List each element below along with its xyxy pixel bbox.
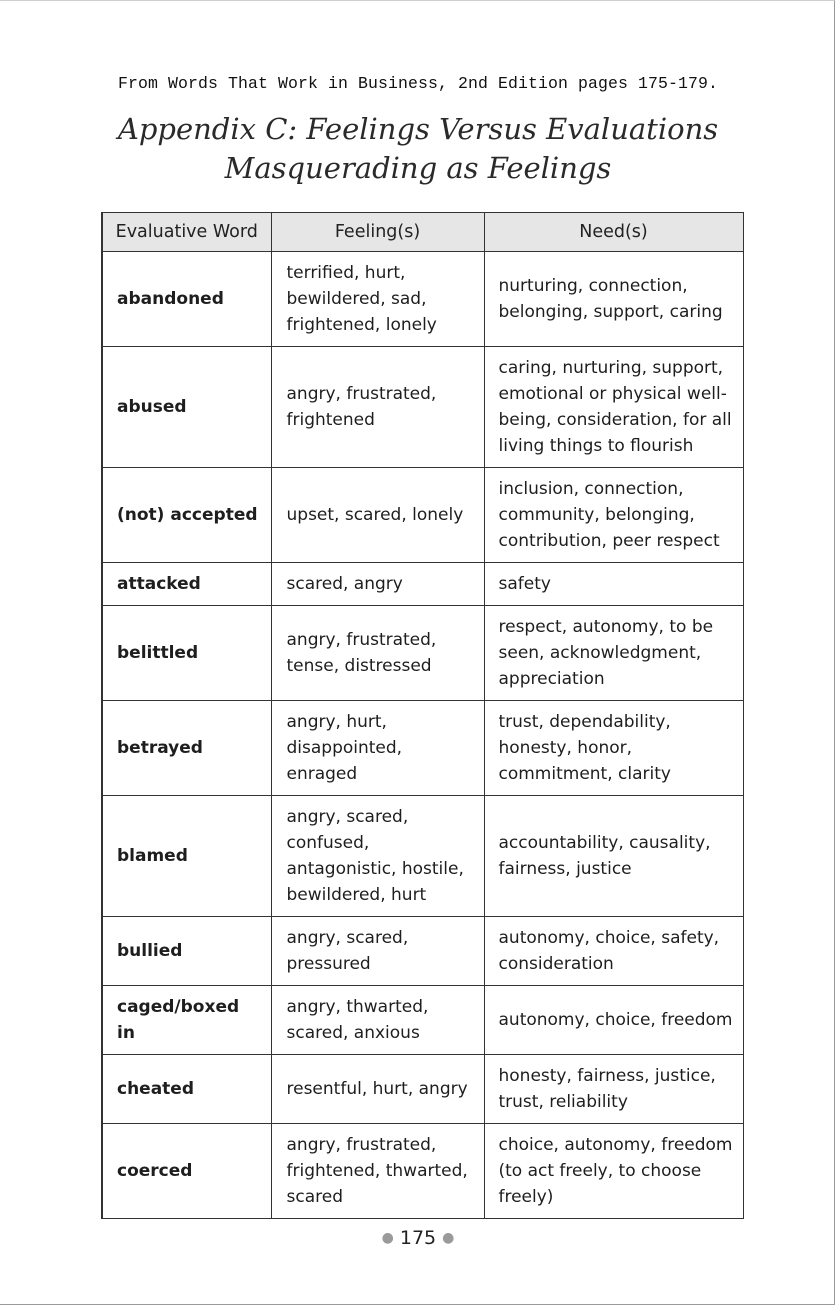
feelings-cell: angry, frustrated, frightened xyxy=(271,347,484,468)
feelings-cell: scared, angry xyxy=(271,563,484,606)
table-row xyxy=(102,796,743,917)
evaluative-word-cell: cheated xyxy=(102,1055,271,1124)
feelings-cell: angry, scared, confused, antagonistic, hostile, bewildered, hurt xyxy=(271,796,484,917)
page-number-text: 175 xyxy=(399,1227,437,1249)
source-citation: From Words That Work in Business, 2nd Edition pages 175-179. xyxy=(117,74,719,93)
needs-cell: accountability, causality, fairness, justice xyxy=(484,796,743,917)
needs-cell: honesty, fairness, justice, trust, reliability xyxy=(484,1055,743,1124)
table-row xyxy=(102,606,743,701)
table-row xyxy=(102,468,743,563)
evaluative-word-cell: (not) accepted xyxy=(102,468,271,563)
page-number xyxy=(0,1227,836,1249)
title-line-2: Masquerading as Feelings xyxy=(224,151,612,185)
header-feelings: Feeling(s) xyxy=(271,213,484,252)
feelings-cell: angry, hurt, disappointed, enraged xyxy=(271,701,484,796)
feelings-cell: angry, frustrated, tense, distressed xyxy=(271,606,484,701)
evaluative-word-cell: coerced xyxy=(102,1124,271,1219)
needs-cell: caring, nurturing, support, emotional or physical well-being, consideration, for all living things to flourish xyxy=(484,347,743,468)
table-row xyxy=(102,563,743,606)
needs-cell: respect, autonomy, to be seen, acknowledgment, appreciation xyxy=(484,606,743,701)
table-row xyxy=(102,917,743,986)
table-row xyxy=(102,701,743,796)
bullet-icon: ● xyxy=(442,1230,455,1246)
needs-cell: inclusion, connection, community, belonging, contribution, peer respect xyxy=(484,468,743,563)
evaluative-word-cell: betrayed xyxy=(102,701,271,796)
needs-cell: choice, autonomy, freedom (to act freely, to choose freely) xyxy=(484,1124,743,1219)
table-header-row xyxy=(102,213,743,252)
needs-cell: autonomy, choice, freedom xyxy=(484,986,743,1055)
feelings-cell: upset, scared, lonely xyxy=(271,468,484,563)
feelings-cell: terrified, hurt, bewildered, sad, frightened, lonely xyxy=(271,252,484,347)
header-needs: Need(s) xyxy=(484,213,743,252)
table-row xyxy=(102,252,743,347)
evaluative-word-cell: blamed xyxy=(102,796,271,917)
bullet-icon: ● xyxy=(381,1230,394,1246)
evaluative-word-cell: caged/boxed in xyxy=(102,986,271,1055)
feelings-table xyxy=(101,212,744,1219)
table-row xyxy=(102,1055,743,1124)
evaluative-word-cell: abused xyxy=(102,347,271,468)
evaluative-word-cell: attacked xyxy=(102,563,271,606)
page-title xyxy=(0,110,836,188)
feelings-cell: angry, scared, pressured xyxy=(271,917,484,986)
header-evaluative-word: Evaluative Word xyxy=(102,213,271,252)
table-row xyxy=(102,347,743,468)
needs-cell: nurturing, connection, belonging, support, caring xyxy=(484,252,743,347)
title-line-1: Appendix C: Feelings Versus Evaluations xyxy=(117,112,719,146)
evaluative-word-cell: abandoned xyxy=(102,252,271,347)
table-row xyxy=(102,986,743,1055)
needs-cell: autonomy, choice, safety, consideration xyxy=(484,917,743,986)
feelings-cell: resentful, hurt, angry xyxy=(271,1055,484,1124)
needs-cell: trust, dependability, honesty, honor, commitment, clarity xyxy=(484,701,743,796)
table-row xyxy=(102,1124,743,1219)
feelings-cell: angry, thwarted, scared, anxious xyxy=(271,986,484,1055)
evaluative-word-cell: belittled xyxy=(102,606,271,701)
evaluative-word-cell: bullied xyxy=(102,917,271,986)
feelings-cell: angry, frustrated, frightened, thwarted, scared xyxy=(271,1124,484,1219)
needs-cell: safety xyxy=(484,563,743,606)
